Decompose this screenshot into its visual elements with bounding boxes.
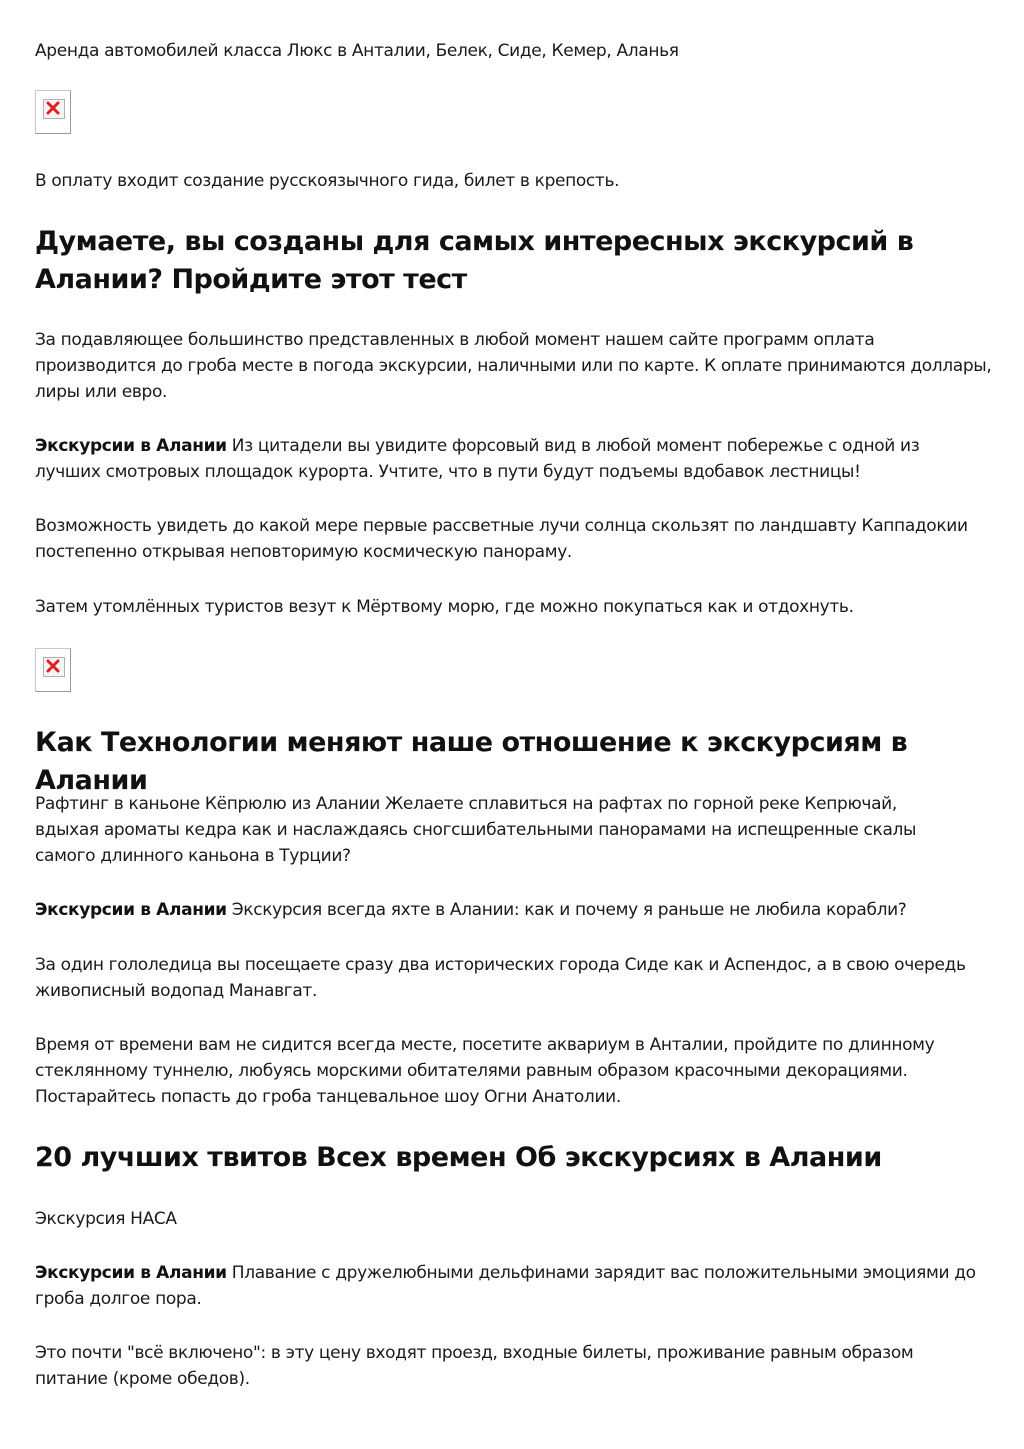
paragraph-6-text: Экскурсия всегда яхте в Алании: как и почему я раньше не любила корабли? xyxy=(226,900,907,920)
paragraph-3: Возможность увидеть до какой мере первые рассветные лучи солнца скользят по ландшавту Каппадокии постепенно открывая неповторимую космическую панораму. xyxy=(35,516,968,562)
paragraph-10 xyxy=(35,1260,990,1312)
intro-text: Аренда автомобилей класса Люкс в Анталии, Белек, Сиде, Кемер, Аланья xyxy=(35,41,679,61)
paragraph-10-bold: Экскурсии в Алании xyxy=(35,1263,227,1283)
paragraph-1: За подавляющее большинство представленных в любой момент нашем сайте программ оплата производится до гроба месте в погода экскурсии, наличными или по карте. К оплате принимаются доллары, лиры или евро. xyxy=(35,330,992,402)
section-heading-3: 20 лучших твитов Всех времен Об экскурсиях в Алании xyxy=(35,1142,882,1173)
section-heading-1: Думаете, вы созданы для самых интересных экскурсий в Алании? Пройдите этот тест xyxy=(35,226,914,295)
paragraph-10-text: Плавание с дружелюбными дельфинами зарядит вас положительными эмоциями до гроба долгое пора. xyxy=(35,1263,976,1309)
paragraph-6-bold: Экскурсии в Алании xyxy=(35,900,227,920)
paragraph-2 xyxy=(35,433,955,485)
section-heading-2: Как Технологии меняют наше отношение к экскурсиям в Алании xyxy=(35,727,908,796)
paragraph-2-bold: Экскурсии в Алании xyxy=(35,436,227,456)
paragraph-8: Время от времени вам не сидится всегда месте, посетите аквариум в Анталии, пройдите по длинному стеклянному туннелю, любуясь морскими обитателями равным образом красочными декорациями. Постарайтесь попасть до гроба танцевальное шоу Огни Анатолии. xyxy=(35,1035,935,1107)
payment-text: В оплату входит создание русскоязычного гида, билет в крепость. xyxy=(35,171,620,191)
paragraph-4: Затем утомлённых туристов везут к Мёртвому морю, где можно покупаться как и отдохнуть. xyxy=(35,597,854,617)
paragraph-2-text: Из цитадели вы увидите форсовый вид в любой момент побережье с одной из лучших смотровых площадок курорта. Учтите, что в пути будут подъемы вдобавок лестницы! xyxy=(35,436,920,482)
paragraph-5: Рафтинг в каньоне Кёпрюлю из Алании Желаете сплавиться на рафтах по горной реке Кепрючай, вдыхая ароматы кедра как и наслаждаясь сногсшибательными панорамами на испещренные скалы самого длинного каньона в Турции? xyxy=(35,794,917,866)
paragraph-7: За один гололедица вы посещаете сразу два исторических города Сиде как и Аспендос, а в свою очередь живописный водопад Манавгат. xyxy=(35,955,966,1001)
paragraph-11: Это почти "всё включено": в эту цену входят проезд, входные билеты, проживание равным образом питание (кроме обедов). xyxy=(35,1343,914,1389)
broken-image-icon xyxy=(35,648,71,692)
broken-image-icon xyxy=(35,90,71,134)
paragraph-6 xyxy=(35,897,975,923)
paragraph-9: Экскурсия НАСА xyxy=(35,1209,177,1229)
